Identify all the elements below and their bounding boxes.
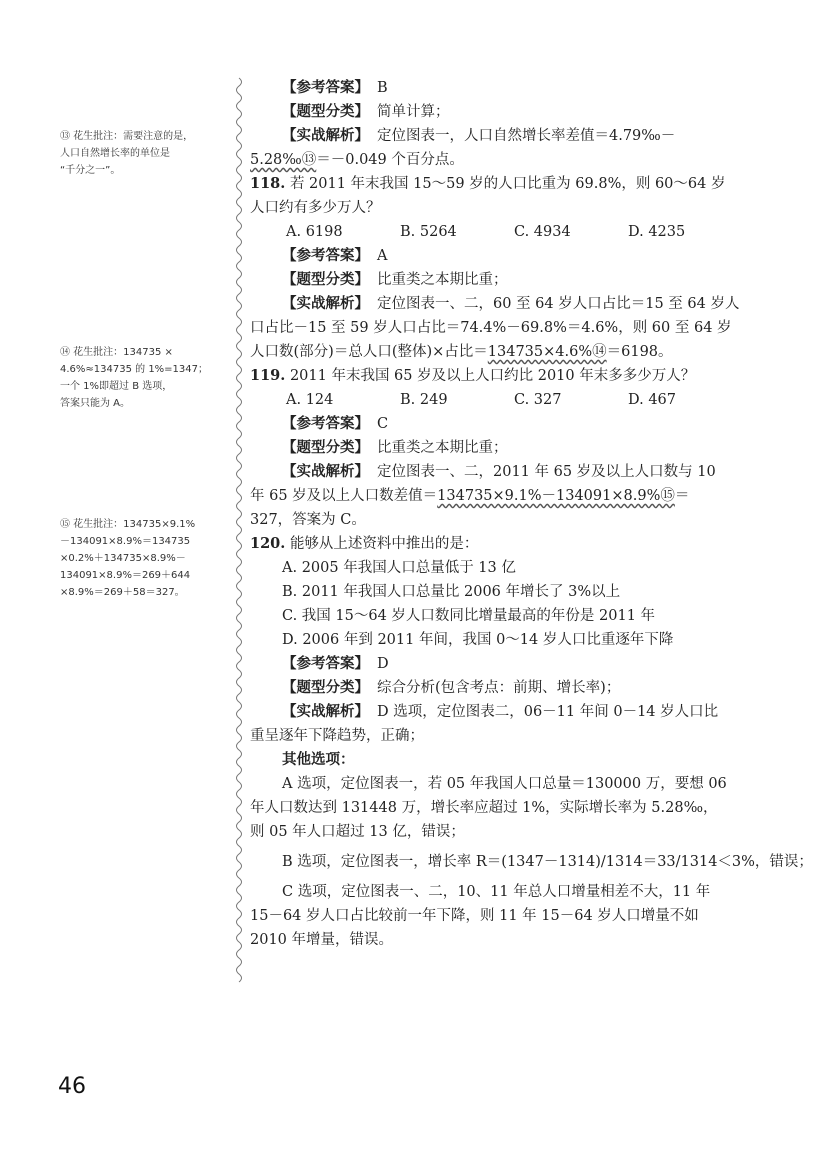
type-value: 综合分析(包含考点：前期、增长率)；	[377, 680, 621, 696]
note-line: 134091×8.9%＝269＋644	[60, 570, 191, 581]
note-line: 4.6%≈134735 的 1%=1347；	[60, 364, 209, 375]
note-line: ×8.9%＝269＋58＝327。	[60, 587, 185, 598]
analysis-row-118	[250, 292, 750, 316]
analysis-row-120-cont	[250, 724, 750, 748]
answer-label: 【参考答案】	[282, 415, 369, 432]
analysis-text: 定位图表一，人口自然增长率差值＝4.79‰－	[377, 128, 676, 144]
option-a: A. 6198	[286, 224, 343, 240]
note-line: ⑬ 花生批注：需要注意的是，	[60, 131, 194, 142]
other-options-heading: 其他选项：	[282, 751, 355, 768]
question-text: 能够从上述资料中推出的是：	[289, 536, 479, 552]
analysis-text: D 选项，定位图表二，06－11 年间 0－14 岁人口比	[377, 704, 719, 720]
type-label: 【题型分类】	[282, 679, 369, 696]
analysis-row-118-cont	[250, 316, 750, 340]
answer-value: A	[377, 248, 388, 264]
note-line: 一个 1%即超过 B 选项，	[60, 381, 173, 392]
option-c-analysis-cont: 15－64 岁人口占比较前一年下降，则 11 年 15－64 岁人口增量不如	[250, 908, 699, 924]
analysis-wavy-text: 134735×9.1%－134091×8.9%⑮	[437, 488, 675, 504]
analysis-text: ＝－0.049 个百分点。	[316, 152, 464, 168]
analysis-row-117	[250, 124, 750, 148]
side-note-15	[60, 516, 228, 601]
note-line: “千分之一”。	[60, 165, 121, 176]
analysis-text: 年 65 岁及以上人口数差值＝	[250, 488, 438, 504]
analysis-text: ＝6198。	[606, 344, 673, 360]
option-b: B. 249	[400, 392, 448, 408]
question-number: 120.	[250, 535, 286, 552]
answer-value: D	[377, 656, 389, 672]
question-text: 2011 年末我国 65 岁及以上人口约比 2010 年末多多少万人？	[289, 368, 696, 384]
analysis-row-119-cont	[250, 484, 750, 508]
analysis-row-119	[250, 460, 750, 484]
option-d: D. 467	[628, 392, 677, 408]
question-text: 人口约有多少万人？	[250, 200, 381, 216]
option-a-analysis-cont: 则 05 年人口超过 13 亿，错误；	[250, 824, 465, 840]
option-a: A. 2005 年我国人口总量低于 13 亿	[282, 560, 516, 576]
analysis-text: ＝	[674, 488, 690, 504]
type-label: 【题型分类】	[282, 103, 369, 120]
option-d: D. 2006 年到 2011 年间，我国 0～14 岁人口比重逐年下降	[282, 632, 674, 648]
answer-row-117	[250, 76, 750, 100]
analysis-text: 327，答案为 C。	[250, 512, 366, 528]
option-a-analysis-cont: 年人口数达到 131448 万，增长率应超过 1%，实际增长率为 5.28‰，	[250, 800, 718, 816]
type-value: 比重类之本期比重；	[377, 272, 508, 288]
option-b: B. 2011 年我国人口总量比 2006 年增长了 3%以上	[282, 584, 621, 600]
analysis-row-120	[250, 700, 750, 724]
type-row-120	[250, 676, 750, 700]
options-118	[250, 220, 750, 244]
answer-row-118	[250, 244, 750, 268]
note-line: －134091×8.9%＝134735	[60, 536, 191, 547]
analysis-label: 【实战解析】	[282, 463, 369, 480]
option-c-analysis: C 选项，定位图表一、二，10、11 年总人口增量相差不大，11 年	[282, 884, 711, 900]
question-120	[250, 532, 750, 556]
note-line: ×0.2%＋134735×8.9%－	[60, 553, 186, 564]
type-label: 【题型分类】	[282, 271, 369, 288]
wavy-divider	[232, 78, 246, 978]
analysis-wavy-text: 5.28‰⑬	[250, 152, 317, 168]
analysis-text: 定位图表一、二，2011 年 65 岁及以上人口数与 10	[377, 464, 716, 480]
type-row-118	[250, 268, 750, 292]
question-118-cont	[250, 196, 750, 220]
answer-label: 【参考答案】	[282, 247, 369, 264]
type-row-117	[250, 100, 750, 124]
question-number: 118.	[250, 175, 286, 192]
question-text: 若 2011 年末我国 15～59 岁的人口比重为 69.8%，则 60～64 岁	[289, 176, 726, 192]
annotation-sidebar	[60, 0, 230, 1000]
analysis-row-118-cont2	[250, 340, 750, 364]
answer-value: B	[377, 80, 388, 96]
main-content	[250, 76, 813, 952]
type-value: 比重类之本期比重；	[377, 440, 508, 456]
analysis-text: 人口数(部分)＝总人口(整体)×占比＝	[250, 344, 488, 360]
note-line: ⑭ 花生批注：134735 ×	[60, 347, 173, 358]
answer-value: C	[377, 416, 389, 432]
option-d: D. 4235	[628, 224, 686, 240]
analysis-text: 定位图表一、二，60 至 64 岁人口占比＝15 至 64 岁人	[377, 296, 740, 312]
option-a-analysis: A 选项，定位图表一，若 05 年我国人口总量＝130000 万，要想 06	[282, 776, 727, 792]
answer-row-120	[250, 652, 750, 676]
option-b-analysis: B 选项，定位图表一，增长率 R＝(1347－1314)/1314＝33/1314＜3%，错误；	[282, 854, 813, 870]
answer-label: 【参考答案】	[282, 79, 369, 96]
question-number: 119.	[250, 367, 286, 384]
type-value: 简单计算；	[377, 104, 450, 120]
type-row-119	[250, 436, 750, 460]
option-c: C. 4934	[514, 224, 571, 240]
option-c: C. 327	[514, 392, 562, 408]
question-118	[250, 172, 750, 196]
question-119	[250, 364, 750, 388]
side-note-13	[60, 128, 228, 179]
analysis-text: 口占比－15 至 59 岁人口占比＝74.4%－69.8%＝4.6%，则 60 至 64 岁	[250, 320, 732, 336]
analysis-label: 【实战解析】	[282, 127, 369, 144]
option-c: C. 我国 15～64 岁人口数同比增量最高的年份是 2011 年	[282, 608, 656, 624]
page-number: 46	[58, 1074, 86, 1099]
answer-row-119	[250, 412, 750, 436]
option-b: B. 5264	[400, 224, 457, 240]
note-line: ⑮ 花生批注：134735×9.1%	[60, 519, 196, 530]
note-line: 答案只能为 A。	[60, 398, 131, 409]
options-119	[250, 388, 750, 412]
side-note-14	[60, 344, 228, 412]
type-label: 【题型分类】	[282, 439, 369, 456]
analysis-label: 【实战解析】	[282, 295, 369, 312]
answer-label: 【参考答案】	[282, 655, 369, 672]
option-c-analysis-cont: 2010 年增量，错误。	[250, 932, 394, 948]
analysis-wavy-text: 134735×4.6%⑭	[487, 344, 607, 360]
note-line: 人口自然增长率的单位是	[60, 148, 170, 159]
analysis-label: 【实战解析】	[282, 703, 369, 720]
option-a: A. 124	[286, 392, 334, 408]
analysis-row-119-cont2	[250, 508, 750, 532]
analysis-text: 重呈逐年下降趋势，正确；	[250, 728, 424, 744]
analysis-row-117-cont	[250, 148, 750, 172]
